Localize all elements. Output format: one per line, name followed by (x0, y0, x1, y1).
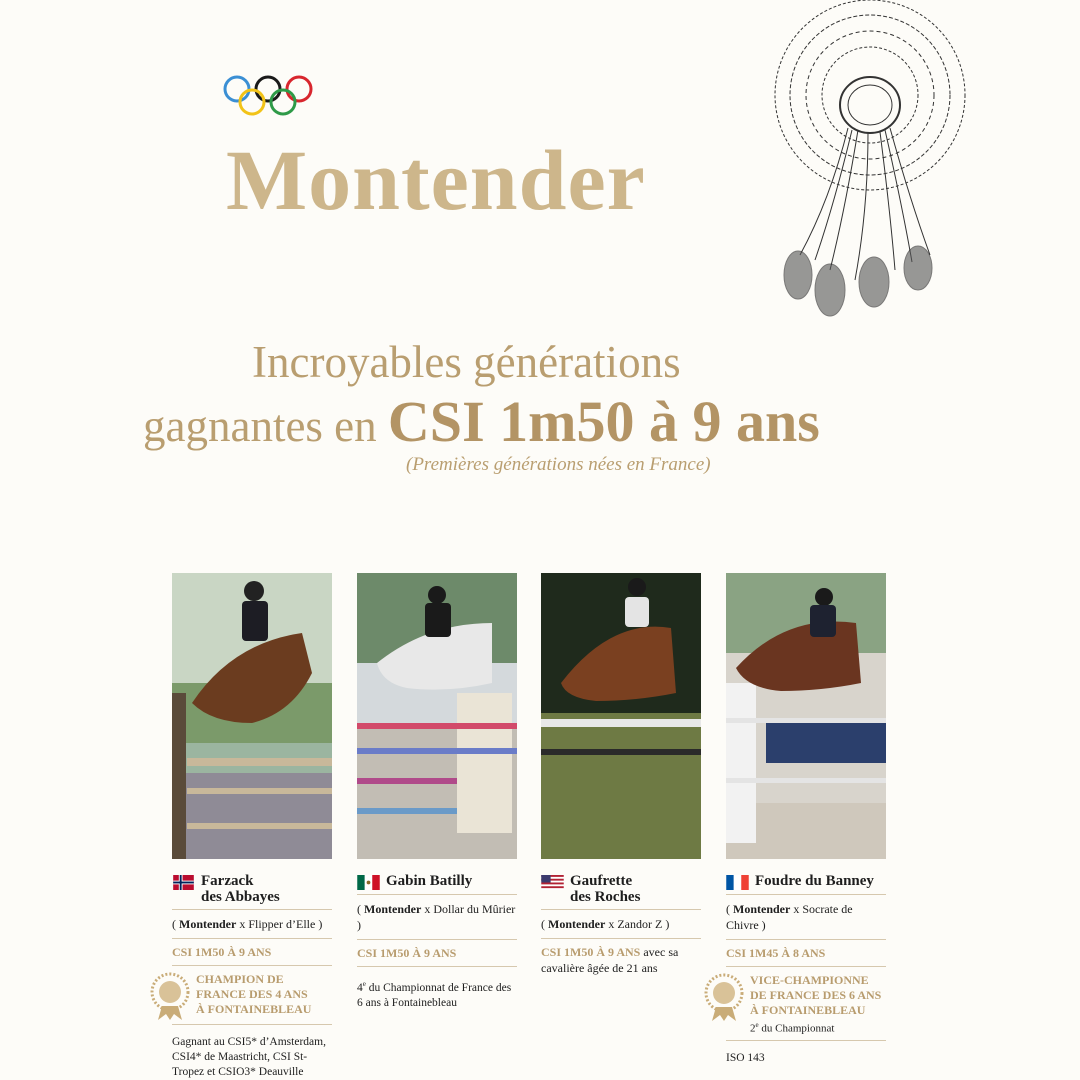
horse-card-gabin (357, 573, 517, 1011)
olympic-rings-icon (222, 74, 314, 120)
horse-card-farzack (172, 573, 332, 1080)
norway-flag-icon (172, 875, 195, 890)
horse-note: Gagnant au CSI5* d’Amsterdam, CSI4* de Maastricht, CSI St-Tropez et CSIO3* Deauville (172, 1036, 326, 1078)
result: CSI 1M45 À 8 ANS (726, 946, 826, 960)
horse-card-foudre (726, 573, 886, 1066)
horse-photo (726, 573, 886, 859)
result: CSI 1M50 À 9 ANS avec sa cavalière âgée de 21 ans (541, 945, 679, 975)
headline-line-1: Incroyables générations (252, 337, 681, 387)
mexico-flag-icon (357, 875, 380, 890)
horse-name: Foudre du Banney (755, 873, 874, 889)
pedigree: ( Montender x Dollar du Mûrier ) (357, 902, 516, 932)
award: VICE-CHAMPIONNE DE FRANCE DES 6 ANS À FONTAINEBLEAU (750, 973, 882, 1017)
rosette-icon (150, 972, 190, 1020)
france-flag-icon (726, 875, 749, 890)
horse-photo (357, 573, 517, 859)
subnote: (Premières générations nées en France) (406, 454, 711, 475)
tassel-ornament-icon (770, 0, 970, 330)
pedigree: ( Montender x Zandor Z ) (541, 917, 670, 931)
result: CSI 1M50 À 9 ANS (172, 945, 272, 959)
page-title: Montender (226, 132, 646, 228)
award-subtext: 2e du Championnat (750, 1021, 835, 1035)
horse-photo (541, 573, 701, 859)
award: CHAMPION DE FRANCE DES 4 ANS À FONTAINEBLEAU (196, 972, 312, 1016)
pedigree: ( Montender x Socrate de Chivre ) (726, 902, 853, 932)
headline-strong: CSI 1m50 à 9 ans (387, 389, 820, 454)
headline-line-2 (143, 388, 820, 455)
horse-note: ISO 143 (726, 1051, 765, 1064)
horse-photo (172, 573, 332, 859)
horse-name: Farzack des Abbayes (201, 873, 280, 905)
pedigree: ( Montender x Flipper d’Elle ) (172, 917, 323, 931)
horse-name: Gabin Batilly (386, 873, 473, 889)
horse-note: 4e du Championnat de France des 6 ans à Fontainebleau (357, 980, 512, 1009)
horse-card-gaufrette (541, 573, 701, 977)
rosette-icon (704, 973, 744, 1021)
headline-prefix: gagnantes en (143, 401, 388, 451)
horse-name: Gaufrette des Roches (570, 873, 641, 905)
result: CSI 1M50 À 9 ANS (357, 946, 457, 960)
usa-flag-icon (541, 875, 564, 890)
